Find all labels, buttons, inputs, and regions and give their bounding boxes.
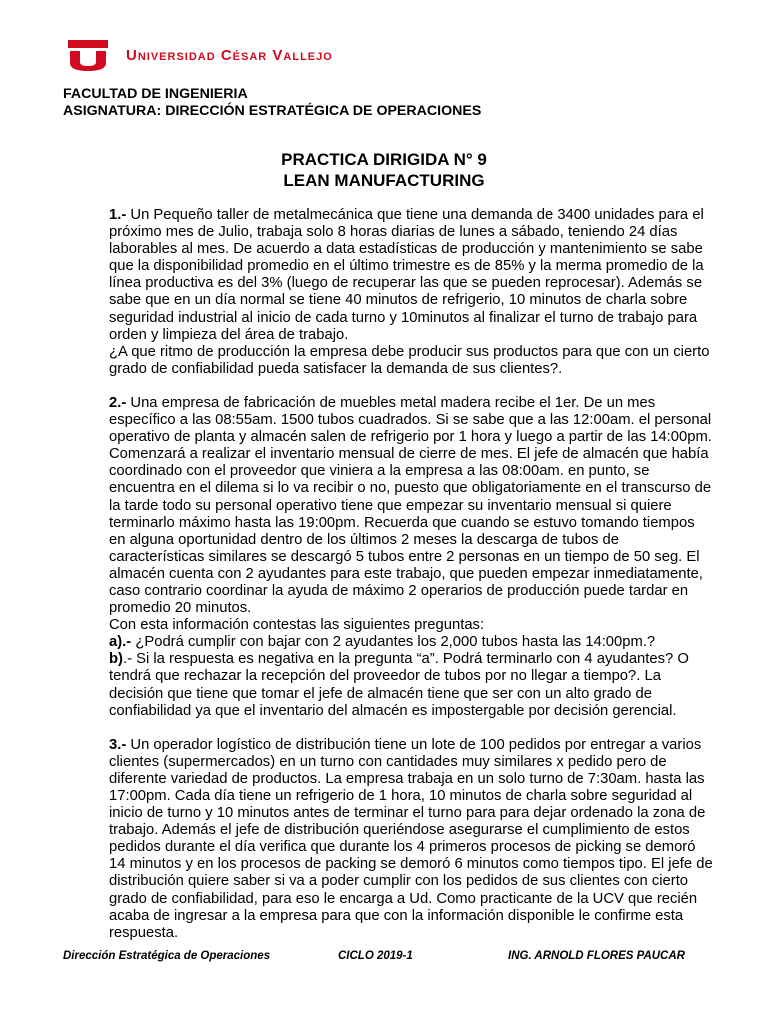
university-name: Universidad César Vallejo [126,46,333,64]
part-b-text: .- Si la respuesta es negativa en la pregunta “a”. Podrá terminarlo con 4 ayudantes? O tendrá que rechazar la recepción del proveedor de tubos por no llegar a tiempo?. La decisión que tiene que tomar el jefe de almacén tiene que ser con un alto grado de confiabilidad ya que el inventario del almacén es impostergable por decisión gerencial. [109,651,689,719]
faculty-name: FACULTAD DE INGENIERIA [63,86,248,102]
question-1-prompt: ¿A que ritmo de producción la empresa debe producir sus productos para que con un cierto grado de confiabilidad pueda satisfacer la demanda de sus clientes?. [109,343,710,377]
title-line-1: PRACTICA DIRIGIDA N° 9 [281,150,487,169]
question-2-text: Una empresa de fabricación de muebles metal madera recibe el 1er. De un mes específico a las 08:55am. 1500 tubos cuadrados. Si se sabe que a las 12:00am. el personal operativo de planta y almacén salen de refrigerio por 1 hora y luego a partir de las 14:00pm. Comenzará a realizar el inventario mensual de cierre de mes. El jefe de almacén que había coordinado con el proveedor que viniera a la empresa a las 08:00am. en punto, se encuentra en el dilema si lo va recibir o no, puesto que obligatoriamente en el transcurso de la tarde todo su personal operativo tiene que empezar su inventario mensual si quiere terminarlo máximo hasta las 19:00pm. Recuerda que cuando se estuvo tomando tiempos en alguna oportunidad dentro de los últimos 2 meses la descarga de tubos de características similares se descargó 5 tubos entre 2 personas en un tiempo de 50 seg. El almacén cuenta con 2 ayudantes para este trabajo, que pueden empezar inmediatamente, caso contrario coordinar la ayuda de máximo 2 operarios de producción puede tardar en promedio 20 minutos. [109,394,712,617]
document-header [63,86,481,120]
page-footer [0,950,768,968]
part-a-label: a).- [109,634,132,651]
question-1-text: Un Pequeño taller de metalmecánica que tiene una demanda de 3400 unidades para el próximo mes de Julio, trabaja solo 8 horas diarias de lunes a sábado, teniendo 24 días laborables al mes. De acuerdo a data estadísticas de producción y mantenimiento se sabe que la disponibilidad promedio en el último trimestre es de 85% y la merma promedio de la línea productiva es del 3% (luego de recuperar las que se pueden reprocesar). Además se sabe que en un día normal se tiene 40 minutos de refrigerio, 10 minutos de charla sobre seguridad industrial al inicio de cada turno y 10minutos al finalizar el turno de trabajo para orden y limpieza del área de trabajo. [109,207,704,343]
question-3 [109,737,713,942]
question-2-part-b [109,651,713,719]
university-logo [66,38,333,72]
question-2-intro: Con esta información contestas las siguientes preguntas: [109,617,485,634]
title-line-2: LEAN MANUFACTURING [283,171,485,190]
course-name: ASIGNATURA: DIRECCIÓN ESTRATÉGICA DE OPERACIONES [63,103,482,119]
part-a-text: ¿Podrá cumplir con bajar con 2 ayudantes los 2,000 tubos hasta las 14:00pm.? [131,634,656,651]
footer-course: Dirección Estratégica de Operaciones [63,950,271,962]
question-3-number: 3.- [109,736,127,753]
exercise-list [109,207,713,942]
question-2 [109,395,713,617]
part-b-label: b) [109,651,123,668]
footer-cycle: CICLO 2019-1 [338,950,413,962]
question-1 [109,207,713,344]
question-3-text: Un operador logístico de distribución tiene un lote de 100 pedidos por entregar a varios clientes (supermercados) en un turno con cantidades muy similares x pedido pero de diferente variedad de productos. La empresa trabaja en un solo turno de 7:30am. hasta las 17:00pm. Cada día tiene un refrigerio de 1 hora, 10 minutos de charla sobre seguridad al inicio de turno y 10 minutos antes de terminar el turno para para dejar ordenado la zona de trabajo. Además el jefe de distribución queriéndose asegurarse el cumplimiento de estos pedidos durante el día verifica que durante los 4 primeros procesos de picking se demoró 14 minutos y en los procesos de packing se demoró 6 minutos como tiempos tipo. El jefe de distribución quiere saber si va a poder cumplir con los pedidos de sus clientes con cierto grado de confiabilidad, para eso le encarga a Ud. Como practicante de la UCV que recién acaba de ingresar a la empresa para que con la información disponible le confirme esta respuesta. [109,736,713,941]
question-2-part-a [109,634,713,651]
question-1-number: 1.- [109,207,127,223]
document-title [0,149,768,191]
footer-instructor: ING. ARNOLD FLORES PAUCAR [508,950,685,962]
ucv-shield-icon [66,38,110,72]
question-2-number: 2.- [109,394,127,411]
